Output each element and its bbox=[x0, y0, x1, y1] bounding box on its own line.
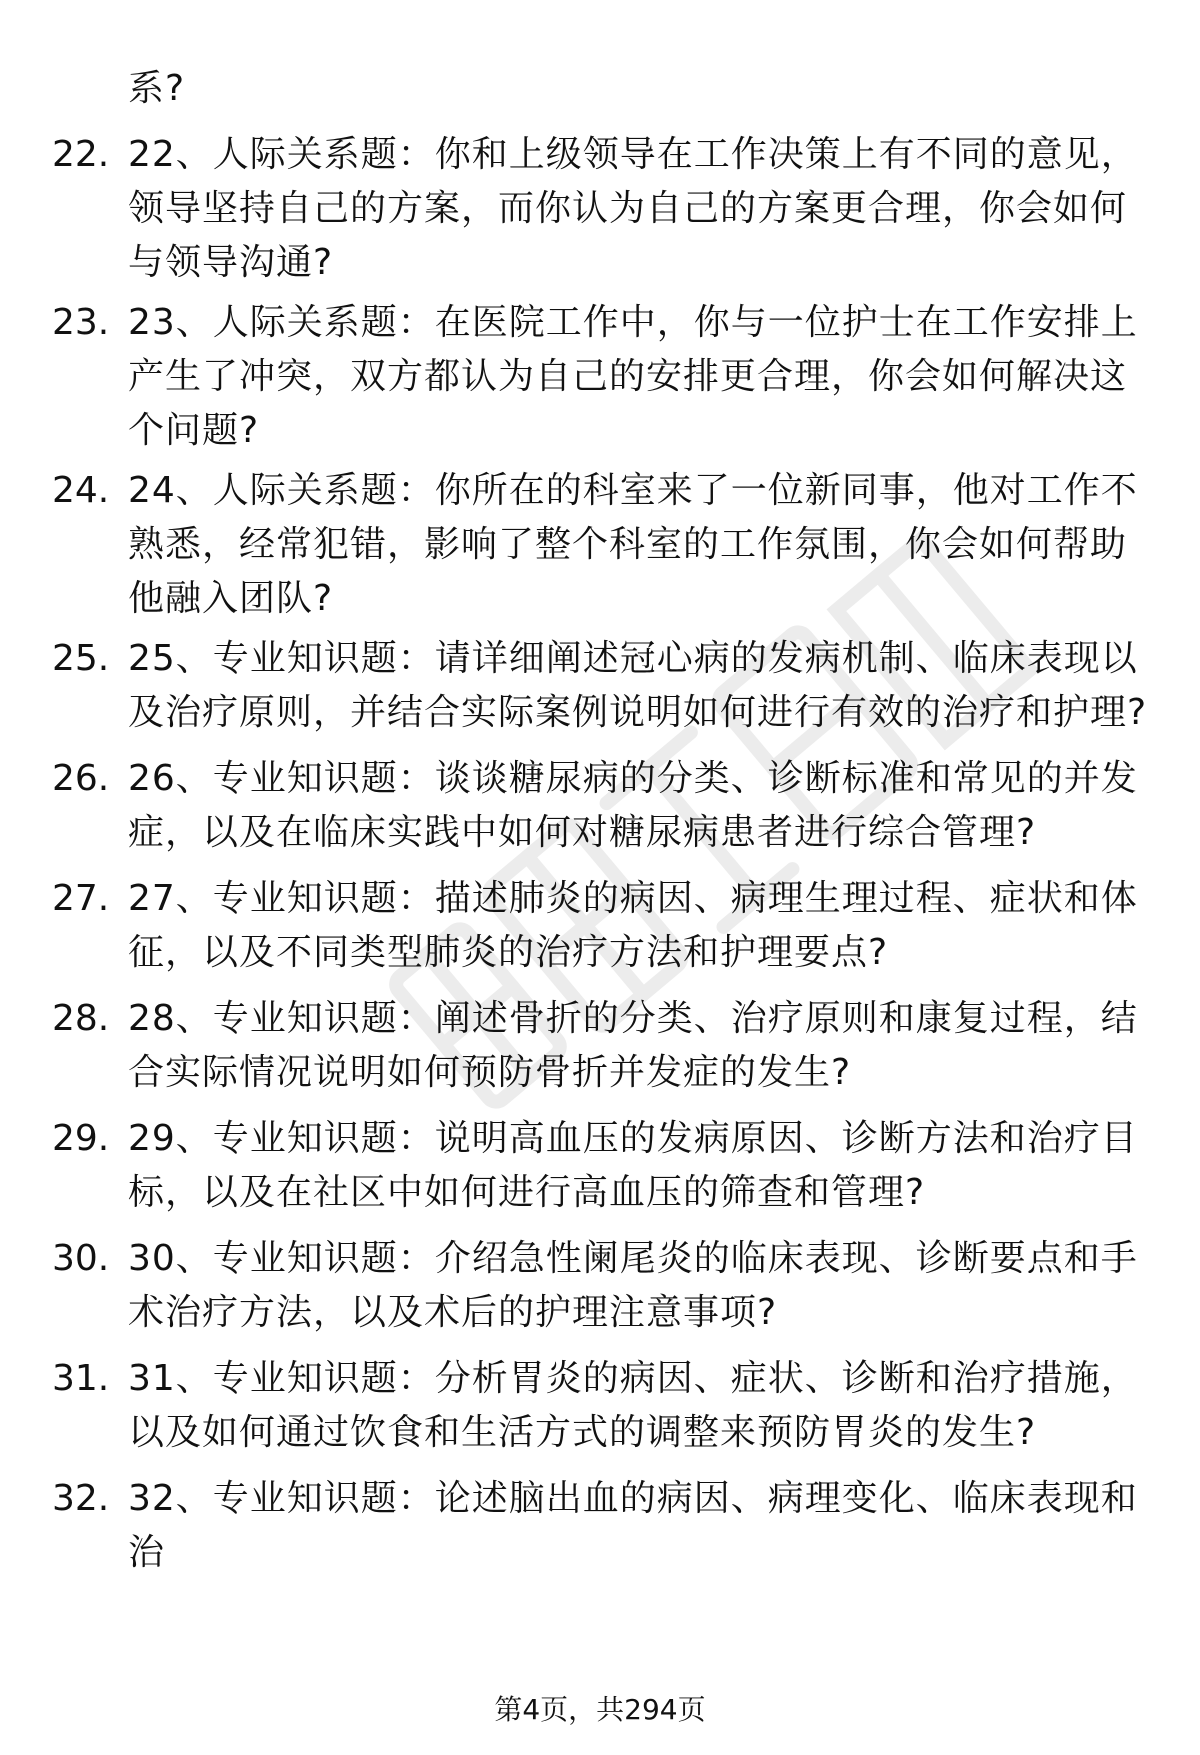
question-text: 25、专业知识题：请详细阐述冠心病的发病机制、临床表现以及治疗原则，并结合实际案例说明如何进行有效的治疗和护理? bbox=[128, 638, 1148, 733]
question-number: 23. bbox=[52, 302, 110, 343]
question-number: 31. bbox=[52, 1358, 110, 1399]
question-text: 30、专业知识题：介绍急性阑尾炎的临床表现、诊断要点和手术治疗方法，以及术后的护理注意事项? bbox=[128, 1238, 1138, 1333]
question-number: 22. bbox=[52, 134, 110, 175]
question-number: 27. bbox=[52, 878, 110, 919]
question-text: 26、专业知识题：谈谈糖尿病的分类、诊断标准和常见的并发症，以及在临床实践中如何对糖尿病患者进行综合管理? bbox=[128, 758, 1138, 853]
question-number: 25. bbox=[52, 638, 110, 679]
question-text: 32、专业知识题：论述脑出血的病因、病理变化、临床表现和治 bbox=[128, 1478, 1138, 1573]
question-text: 28、专业知识题：阐述骨折的分类、治疗原则和康复过程，结合实际情况说明如何预防骨折并发症的发生? bbox=[128, 998, 1138, 1093]
question-number: 24. bbox=[52, 470, 110, 511]
question-text: 29、专业知识题：说明高血压的发病原因、诊断方法和治疗目标，以及在社区中如何进行高血压的筛查和管理? bbox=[128, 1118, 1138, 1213]
page-footer: 第4页，共294页 bbox=[494, 1693, 706, 1726]
question-text: 27、专业知识题：描述肺炎的病因、病理生理过程、症状和体征，以及不同类型肺炎的治疗方法和护理要点? bbox=[128, 878, 1138, 973]
question-text: 23、人际关系题：在医院工作中，你与一位护士在工作安排上产生了冲突，双方都认为自己的安排更合理，你会如何解决这个问题? bbox=[128, 302, 1138, 451]
question-number: 28. bbox=[52, 998, 110, 1039]
question-number: 26. bbox=[52, 758, 110, 799]
question-number: 29. bbox=[52, 1118, 110, 1159]
question-text: 22、人际关系题：你和上级领导在工作决策上有不同的意见，领导坚持自己的方案，而你认为自己的方案更合理，你会如何与领导沟通? bbox=[128, 134, 1138, 283]
question-text: 31、专业知识题：分析胃炎的病因、症状、诊断和治疗措施，以及如何通过饮食和生活方式的调整来预防胃炎的发生? bbox=[128, 1358, 1138, 1453]
question-number: 30. bbox=[52, 1238, 110, 1279]
question-number: 32. bbox=[52, 1478, 110, 1519]
question-text: 24、人际关系题：你所在的科室来了一位新同事，他对工作不熟悉，经常犯错，影响了整个科室的工作氛围，你会如何帮助他融入团队? bbox=[128, 470, 1138, 619]
continuation-text: 系? bbox=[128, 68, 186, 109]
